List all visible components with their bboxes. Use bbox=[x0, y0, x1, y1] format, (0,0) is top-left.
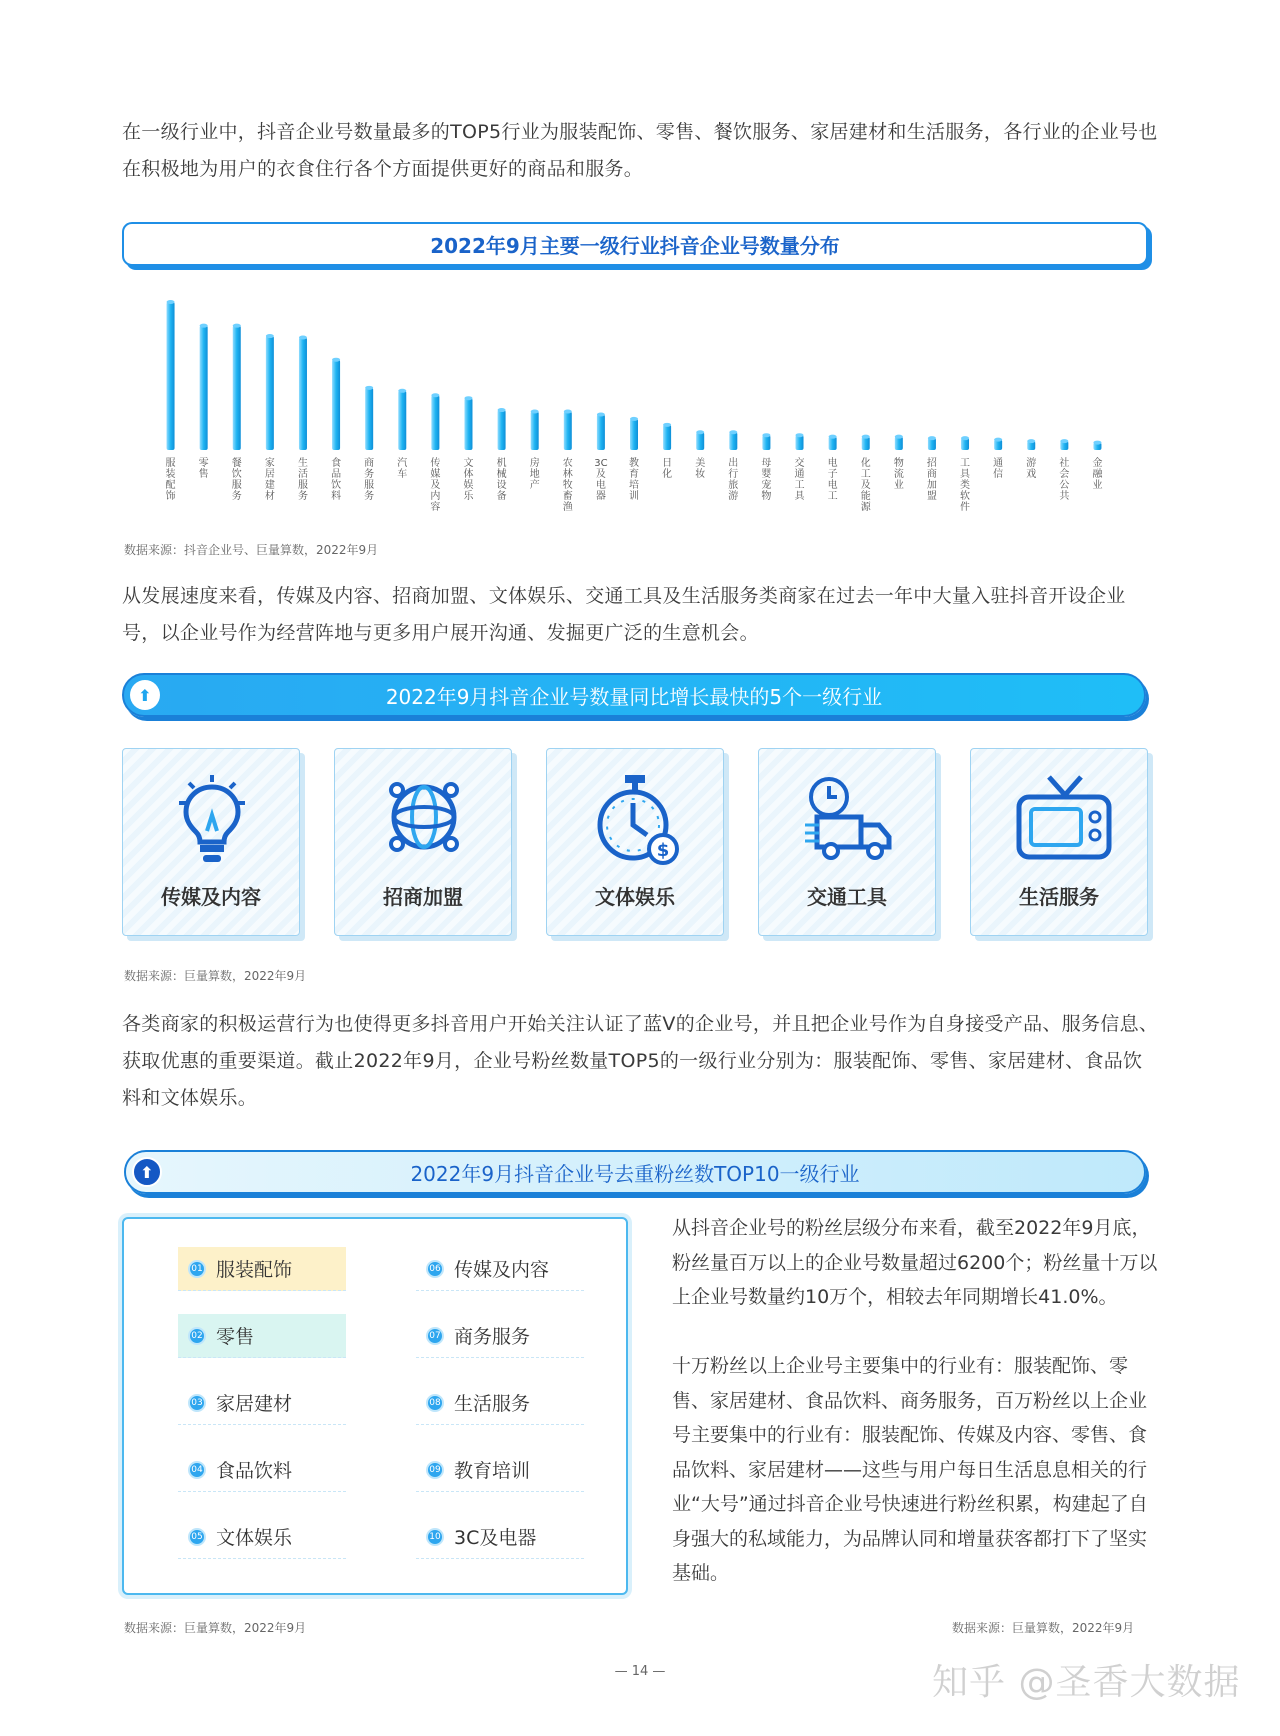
category-label: 日化 bbox=[662, 458, 673, 480]
stopwatch-dollar-icon bbox=[591, 773, 681, 869]
bar-cap bbox=[663, 423, 671, 427]
bar-cap bbox=[1060, 439, 1068, 443]
bar-cap bbox=[928, 436, 936, 440]
intro-paragraph-3: 各类商家的积极运营行为也使得更多抖音用户开始关注认证了蓝V的企业号，并且把企业号作为自身接受产品、服务信息、获取优惠的重要渠道。截止2022年9月，企业号粉丝数量TOP5的一级行业分别为：服装配饰、零售、家居建材、食品饮料和文体娱乐。 bbox=[122, 1013, 1159, 1109]
category-label: 食品饮料 bbox=[331, 458, 342, 502]
category-label: 汽车 bbox=[397, 458, 408, 480]
chart-title: 2022年9月主要一级行业抖音企业号数量分布 bbox=[430, 233, 840, 258]
list-item bbox=[416, 1314, 584, 1358]
bar-cap bbox=[762, 433, 770, 437]
category-label: 餐饮服务 bbox=[231, 458, 242, 502]
bar-cap bbox=[531, 410, 539, 414]
growth-card-2 bbox=[334, 748, 512, 936]
category-label: 农林牧畜渔 bbox=[562, 458, 573, 513]
bar-家居建材 bbox=[266, 336, 274, 450]
growth-card-5 bbox=[970, 748, 1148, 936]
bar-cap bbox=[266, 334, 274, 338]
rank-badge: 03 bbox=[188, 1394, 206, 1412]
growth-card-label: 文体娱乐 bbox=[595, 885, 675, 909]
category-label: 商务服务 bbox=[364, 458, 375, 502]
list-item-label: 零售 bbox=[216, 1326, 255, 1348]
category-label: 机械设备 bbox=[496, 458, 507, 502]
bar-农林牧畜渔 bbox=[564, 412, 572, 450]
svg-text:$: $ bbox=[656, 840, 670, 861]
bar-交通工具 bbox=[796, 435, 804, 450]
category-label: 文体娱乐 bbox=[463, 458, 474, 502]
intro-paragraph-1: 在一级行业中，抖音企业号数量最多的TOP5行业为服装配饰、零售、餐饮服务、家居建材和生活服务，各行业的企业号也在积极地为用户的衣食住行各个方面提供更好的商品和服务。 bbox=[122, 121, 1158, 180]
bar-cap bbox=[398, 389, 406, 393]
rank-badge: 06 bbox=[426, 1260, 444, 1278]
bar-cap bbox=[332, 358, 340, 362]
category-label: 物流业 bbox=[893, 458, 904, 491]
bar-商务服务 bbox=[365, 388, 373, 450]
category-label: 工具类软件 bbox=[960, 458, 971, 513]
category-label: 通信 bbox=[993, 458, 1004, 480]
growth-card-label: 招商加盟 bbox=[383, 885, 463, 909]
arrow-up-icon: ⬆ bbox=[132, 1157, 162, 1187]
top10-title-bar bbox=[124, 1150, 1146, 1194]
bar-日化 bbox=[663, 425, 671, 450]
list-item-label: 文体娱乐 bbox=[216, 1527, 293, 1549]
list-item-label: 生活服务 bbox=[454, 1393, 531, 1415]
bar-cap bbox=[630, 417, 638, 421]
list-item-label: 传媒及内容 bbox=[454, 1259, 550, 1281]
list-item-label: 服装配饰 bbox=[216, 1259, 293, 1281]
bar-cap bbox=[1027, 439, 1035, 443]
category-label: 交通工具 bbox=[794, 458, 805, 502]
growth-title-bar bbox=[122, 673, 1146, 717]
category-label: 教育培训 bbox=[629, 458, 639, 502]
bar-cap bbox=[233, 324, 241, 328]
category-label: 零售 bbox=[198, 458, 209, 480]
list-item bbox=[178, 1247, 346, 1291]
top10-industry-list bbox=[122, 1217, 628, 1595]
bar-房地产 bbox=[531, 412, 539, 450]
list-item-label: 商务服务 bbox=[454, 1326, 531, 1348]
page-number: — 14 — bbox=[614, 1664, 666, 1679]
bar-cap bbox=[167, 300, 175, 304]
bar-食品饮料 bbox=[332, 360, 340, 450]
list-item bbox=[416, 1515, 584, 1559]
bar-出行旅游 bbox=[729, 432, 737, 450]
growth-title: 2022年9月抖音企业号数量同比增长最快的5个一级行业 bbox=[385, 684, 883, 709]
arrow-up-icon: ⬆ bbox=[130, 680, 160, 710]
delivery-truck-icon bbox=[803, 773, 903, 869]
watermark: 知乎 @圣香大数据 bbox=[932, 1662, 1241, 1703]
list-item-label: 教育培训 bbox=[454, 1460, 531, 1482]
bar-教育培训 bbox=[630, 419, 638, 450]
source-note-2: 数据来源：巨量算数，2022年9月 bbox=[124, 969, 307, 983]
chart-title-bar bbox=[122, 222, 1148, 266]
bar-cap bbox=[299, 336, 307, 340]
list-item-label: 食品饮料 bbox=[216, 1460, 293, 1482]
category-label: 游戏 bbox=[1026, 458, 1037, 480]
bar-cap bbox=[1093, 441, 1101, 445]
rank-badge: 09 bbox=[426, 1461, 444, 1479]
list-item bbox=[178, 1448, 346, 1492]
tv-icon bbox=[1015, 773, 1115, 869]
bar-cap bbox=[796, 433, 804, 437]
bar-美妆 bbox=[696, 432, 704, 450]
growth-card-1 bbox=[122, 748, 300, 936]
rank-badge: 02 bbox=[188, 1327, 206, 1345]
list-item-label: 家居建材 bbox=[216, 1393, 293, 1415]
category-label: 生活服务 bbox=[297, 458, 308, 502]
list-item bbox=[416, 1448, 584, 1492]
globe-orbit-icon bbox=[379, 773, 469, 869]
industry-bar-chart bbox=[160, 290, 1120, 520]
bar-汽车 bbox=[398, 391, 406, 450]
category-label: 社会公共 bbox=[1059, 458, 1070, 502]
bar-cap bbox=[464, 396, 472, 400]
list-item bbox=[178, 1381, 346, 1425]
bar-cap bbox=[729, 430, 737, 434]
bar-cap bbox=[829, 435, 837, 439]
bar-餐饮服务 bbox=[233, 326, 241, 450]
category-label: 出行旅游 bbox=[728, 458, 739, 502]
bar-cap bbox=[498, 408, 506, 412]
category-label: 传媒及内容 bbox=[430, 458, 441, 513]
growth-card-3 bbox=[546, 748, 724, 936]
bar-零售 bbox=[200, 326, 208, 450]
bar-cap bbox=[200, 324, 208, 328]
bar-cap bbox=[564, 410, 572, 414]
bar-3C及电器 bbox=[597, 414, 605, 450]
fan-analysis-paragraph-2: 十万粉丝以上企业号主要集中的行业有：服装配饰、零售、家居建材、食品饮料、商务服务，百万粉丝以上企业号主要集中的行业有：服装配饰、传媒及内容、零售、食品饮料、家居建材——这些与用户每日生活息息相关的行业“大号”通过抖音企业号快速进行粉丝积累，构建起了自身强大的私域能力，为品牌认同和增量获客都打下了坚实基础。 bbox=[672, 1355, 1148, 1584]
bar-cap bbox=[431, 393, 439, 397]
fan-analysis-paragraph-1: 从抖音企业号的粉丝层级分布来看，截至2022年9月底，粉丝量百万以上的企业号数量超过6200个；粉丝量十万以上企业号数量约10万个，相较去年同期增长41.0%。 bbox=[672, 1217, 1158, 1308]
list-item bbox=[178, 1515, 346, 1559]
list-item bbox=[178, 1314, 346, 1358]
bar-传媒及内容 bbox=[431, 395, 439, 450]
category-label: 招商加盟 bbox=[926, 458, 937, 502]
bar-cap bbox=[994, 438, 1002, 442]
rank-badge: 04 bbox=[188, 1461, 206, 1479]
rank-badge: 07 bbox=[426, 1327, 444, 1345]
growth-card-label: 传媒及内容 bbox=[161, 885, 261, 909]
intro-paragraph-2: 从发展速度来看，传媒及内容、招商加盟、文体娱乐、交通工具及生活服务类商家在过去一年中大量入驻抖音开设企业号，以企业号作为经营阵地与更多用户展开沟通、发掘更广泛的生意机会。 bbox=[122, 585, 1126, 644]
bar-cap bbox=[696, 430, 704, 434]
growth-card-4 bbox=[758, 748, 936, 936]
rank-badge: 10 bbox=[426, 1528, 444, 1546]
bar-服装配饰 bbox=[167, 302, 175, 450]
source-note-3: 数据来源：巨量算数，2022年9月 bbox=[124, 1621, 307, 1635]
category-label: 服装配饰 bbox=[165, 458, 176, 502]
source-note-4: 数据来源：巨量算数，2022年9月 bbox=[952, 1621, 1135, 1635]
bar-cap bbox=[961, 436, 969, 440]
category-label: 家居建材 bbox=[264, 458, 275, 502]
category-label: 3C 及电器 bbox=[594, 458, 608, 502]
list-item bbox=[416, 1381, 584, 1425]
source-note-1: 数据来源：抖音企业号、巨量算数，2022年9月 bbox=[124, 543, 379, 557]
list-item-label: 3C及电器 bbox=[454, 1527, 537, 1549]
bar-机械设备 bbox=[498, 410, 506, 450]
bar-文体娱乐 bbox=[464, 398, 472, 450]
category-label: 房地产 bbox=[529, 458, 540, 491]
list-item bbox=[416, 1247, 584, 1291]
bar-cap bbox=[862, 435, 870, 439]
top10-title: 2022年9月抖音企业号去重粉丝数TOP10一级行业 bbox=[410, 1161, 860, 1186]
rank-badge: 05 bbox=[188, 1528, 206, 1546]
bar-cap bbox=[895, 435, 903, 439]
rank-badge: 08 bbox=[426, 1394, 444, 1412]
category-label: 金融业 bbox=[1092, 458, 1103, 491]
bar-cap bbox=[597, 412, 605, 416]
bar-母婴宠物 bbox=[762, 435, 770, 450]
growth-card-label: 交通工具 bbox=[807, 885, 887, 909]
bar-cap bbox=[365, 386, 373, 390]
category-label: 美妆 bbox=[695, 458, 706, 480]
growth-card-label: 生活服务 bbox=[1019, 885, 1099, 909]
lightbulb-icon bbox=[167, 773, 257, 869]
bar-生活服务 bbox=[299, 338, 307, 450]
category-label: 化工及能源 bbox=[860, 458, 871, 513]
category-label: 母婴宠物 bbox=[761, 458, 772, 502]
category-label: 电子电工 bbox=[827, 458, 838, 502]
rank-badge: 01 bbox=[188, 1260, 206, 1278]
